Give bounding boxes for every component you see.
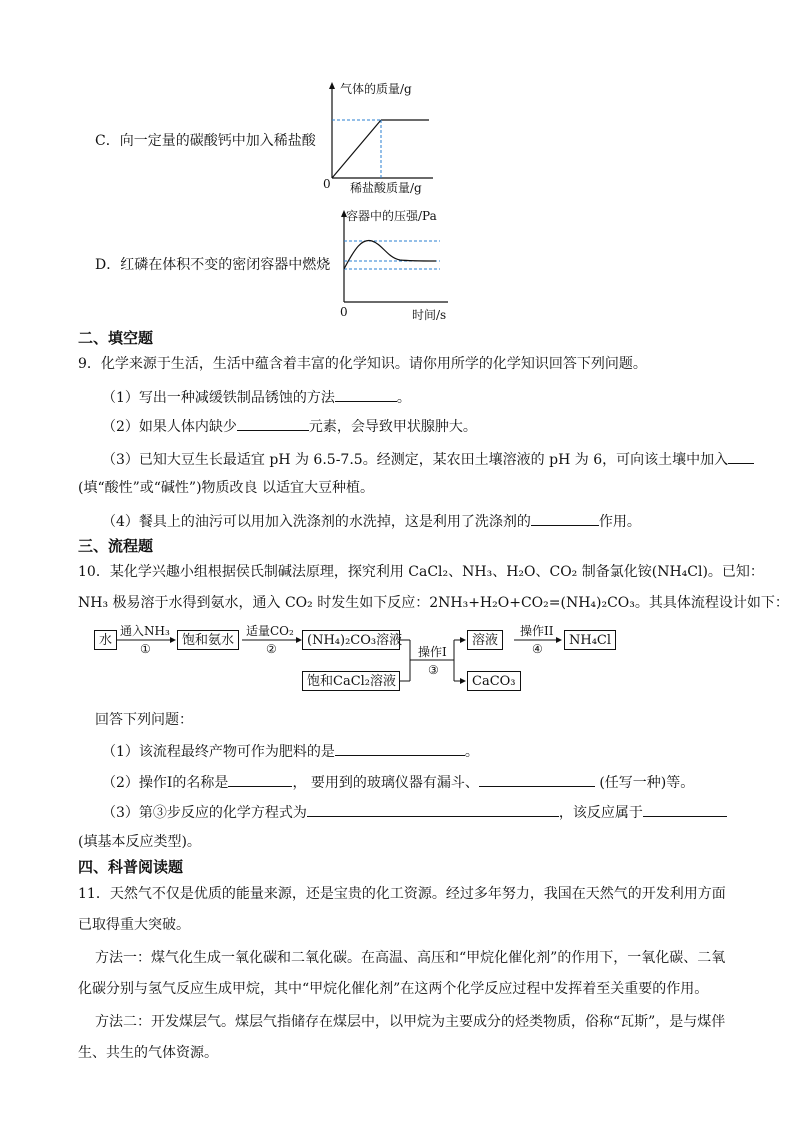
graph-d-origin: 0 [340, 305, 348, 319]
option-c-text: C．向一定量的碳酸钙中加入稀盐酸 [95, 133, 316, 149]
section-4-title: 四、科普阅读题 [78, 858, 184, 876]
q9-p3-blank[interactable] [728, 448, 754, 464]
flow-op2-label: 操作II [520, 624, 554, 638]
q9-part3 [102, 448, 754, 469]
graph-c-xlabel: 稀盐酸质量/g [350, 181, 422, 195]
flow-solution-box: 溶液 [467, 630, 503, 650]
flow-water-box: 水 [94, 630, 117, 650]
flow-ammonia-box: 饱和氨水 [177, 630, 239, 650]
q11-method1-line2: 化碳分别与氢气反应生成甲烷，其中“甲烷化催化剂”在这两个化学反应过程中发挥着至关重要的作用。 [78, 981, 709, 997]
rising-line [332, 120, 381, 178]
q9-p4-end: 作用。 [598, 514, 641, 530]
q10-p2-blank1[interactable] [228, 771, 292, 787]
flow-op2-num: ④ [532, 642, 543, 656]
graph-c [329, 80, 439, 195]
q9-p2-end: 元素，会导致甲状腺肿大。 [308, 419, 477, 435]
flow-nh4cl-box: NH₄Cl [564, 630, 616, 650]
q11-method2-line1: 方法二：开发煤层气。煤层气指储存在煤层中，以甲烷为主要成分的烃类物质，俗称“瓦斯”，是与煤伴 [95, 1014, 726, 1030]
flow-step2-num: ② [266, 642, 277, 656]
q9-p3-text: （3）已知大豆生长最适宜 pH 为 6.5-7.5。经测定，某农田土壤溶液的 pH 为 6，可向该土壤中加入 [102, 452, 729, 468]
section-3-title: 三、流程题 [78, 537, 154, 555]
flow-ammonium-carbonate-box: (NH₄)₂CO₃溶液 [302, 630, 400, 650]
q10-p1-blank[interactable] [335, 740, 465, 756]
graph-c-ylabel: 气体的质量/g [340, 82, 412, 96]
option-d-text: D．红磷在体积不变的密闭容器中燃烧 [95, 257, 331, 273]
q9-part2 [102, 415, 477, 436]
flow-op1-label: 操作I [418, 645, 447, 659]
q10-p3-mid: ，该反应属于 [558, 805, 643, 821]
q10-line1: 10．某化学兴趣小组根据侯氏制碱法原理，探究利用 CaCl₂、NH₃、H₂O、CO₂ 制备氯化铵(NH₄Cl)。已知： [78, 564, 764, 580]
q10-part3 [102, 801, 727, 822]
q10-part2 [102, 771, 694, 792]
q10-line2: NH₃ 极易溶于水得到氨水，通入 CO₂ 时发生如下反应：2NH₃+H₂O+CO₂=(NH₄)₂CO₃。其具体流程设计如下： [78, 595, 789, 611]
q9-p1-text: （1）写出一种减缓铁制品锈蚀的方法 [102, 390, 335, 406]
q9-stem: 9．化学来源于生活，生活中蕴含着丰富的化学知识。请你用所学的化学知识回答下列问题。 [78, 356, 647, 372]
flow-step1-label: 通入NH₃ [120, 624, 170, 638]
flow-cacl2-box: 饱和CaCl₂溶液 [302, 671, 400, 691]
pressure-curve [344, 240, 436, 269]
graph-c-svg [329, 80, 439, 195]
q10-answer-intro: 回答下列问题： [95, 712, 193, 728]
q10-p3-blank1[interactable] [307, 801, 559, 817]
q10-p3-cont: (填基本反应类型)。 [78, 834, 201, 850]
q11-method2-line2: 生、共生的气体资源。 [78, 1045, 218, 1061]
graph-c-origin: 0 [323, 177, 331, 191]
q10-p2-text: （2）操作I的名称是 [102, 775, 229, 791]
q9-p4-blank[interactable] [531, 510, 599, 526]
q9-p1-blank[interactable] [335, 386, 397, 402]
q9-p1-end: 。 [396, 390, 411, 406]
q9-p3-cont: (填“酸性”或“碱性”)物质改良 以适宜大豆种植。 [78, 480, 375, 496]
q10-p2-mid: ， 要用到的玻璃仪器有漏斗、 [292, 775, 479, 791]
graph-d-xlabel: 时间/s [412, 308, 447, 322]
flow-op1-num: ③ [428, 663, 439, 677]
q10-p3-blank2[interactable] [643, 801, 727, 817]
q11-line1: 11．天然气不仅是优质的能量来源，还是宝贵的化工资源。经过多年努力，我国在天然气的开发利用方面 [78, 886, 726, 902]
flow-step1-num: ① [140, 642, 151, 656]
graph-d-ylabel: 容器中的压强/Pa [346, 209, 437, 223]
q9-part1 [102, 386, 411, 407]
q10-p3-text: （3）第③步反应的化学方程式为 [102, 805, 307, 821]
q9-p2-text: （2）如果人体内缺少 [102, 419, 237, 435]
q9-part4 [102, 510, 641, 531]
q10-part1 [102, 740, 479, 761]
flow-caco3-box: CaCO₃ [467, 671, 521, 691]
q10-p1-text: （1）该流程最终产物可作为肥料的是 [102, 744, 335, 760]
q11-method1-line1: 方法一：煤气化生成一氧化碳和二氧化碳。在高温、高压和“甲烷化催化剂”的作用下，一氧化碳、二氧 [95, 950, 726, 966]
q11-line2: 已取得重大突破。 [78, 917, 190, 933]
q10-p2-end: (任写一种)等。 [599, 775, 695, 791]
q9-p2-blank[interactable] [237, 415, 309, 431]
q10-p2-blank2[interactable] [479, 771, 595, 787]
q10-p1-end: 。 [464, 744, 479, 760]
section-2-title: 二、填空题 [78, 329, 154, 347]
flow-step2-label: 适量CO₂ [246, 624, 294, 638]
q9-p4-text: （4）餐具上的油污可以用加入洗涤剂的水洗掉，这是利用了洗涤剂的 [102, 514, 531, 530]
